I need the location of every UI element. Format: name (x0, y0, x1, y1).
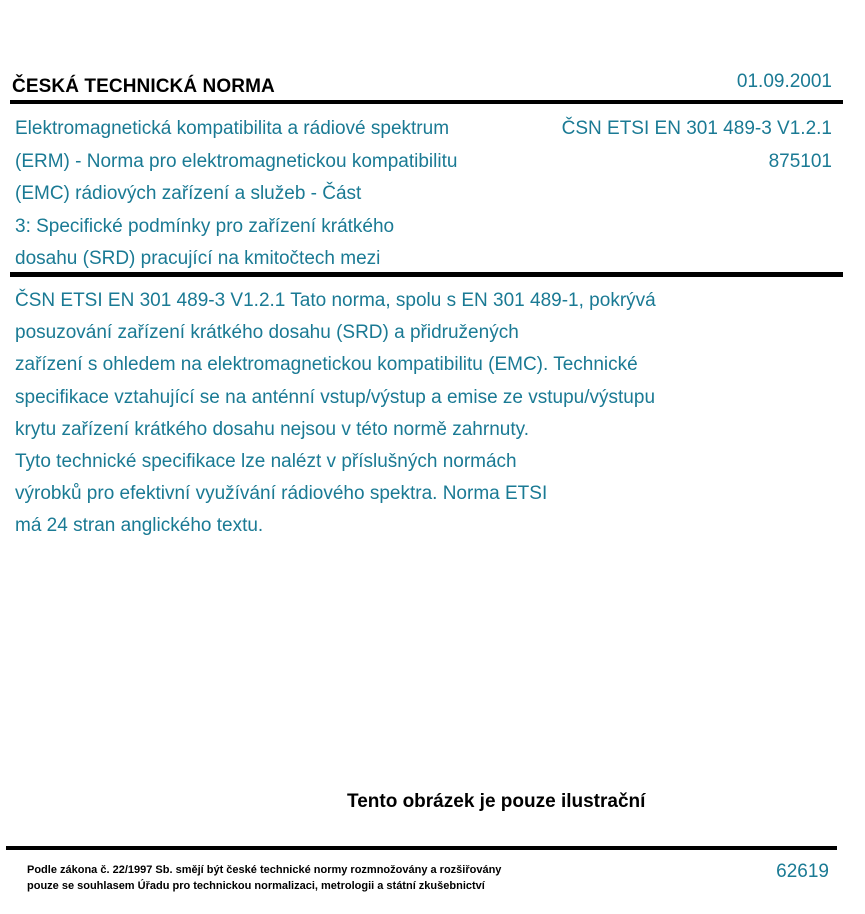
standard-code: ČSN ETSI EN 301 489-3 V1.2.1 (561, 118, 832, 139)
abstract-line: má 24 stran anglického textu. (15, 515, 264, 537)
abstract-line: Tyto technické specifikace lze nalézt v příslušných normách (15, 451, 517, 473)
title-line: 3: Specifické podmínky pro zařízení krátkého (15, 215, 395, 237)
document-heading: ČESKÁ TECHNICKÁ NORMA (12, 76, 275, 97)
title-line: dosahu (SRD) pracující na kmitočtech mezi (15, 248, 381, 269)
illustration-disclaimer: Tento obrázek je pouze ilustrační (347, 791, 646, 812)
bottom-divider (6, 846, 837, 850)
title-line: (EMC) rádiových zařízení a služeb - Část (15, 183, 362, 204)
abstract-line: krytu zařízení krátkého dosahu nejsou v této normě zahrnuty. (15, 418, 529, 440)
abstract-line: ČSN ETSI EN 301 489-3 V1.2.1 Tato norma, spolu s EN 301 489-1, pokrývá (15, 290, 656, 311)
standard-identifier (562, 113, 832, 178)
title-line: Elektromagnetická kompatibilita a rádiové spektrum (15, 118, 450, 139)
abstract-line: posuzování zařízení krátkého dosahu (SRD) a přidružených (15, 322, 519, 344)
title-line: (ERM) - Norma pro elektromagnetickou kompatibilitu (15, 150, 458, 172)
class-number: 875101 (768, 150, 832, 172)
top-divider (10, 100, 843, 104)
publication-date: 01.09.2001 (736, 71, 832, 92)
legal-line: Podle zákona č. 22/1997 Sb. smějí být české technické normy rozmnožovány a rozšiřovány (27, 864, 502, 876)
abstract-line: zařízení s ohledem na elektromagnetickou kompatibilitu (EMC). Technické (15, 354, 638, 376)
legal-notice (27, 862, 501, 894)
legal-line: pouze se souhlasem Úřadu pro technickou normalizaci, metrologii a státní zkušebnictví (27, 880, 485, 892)
document-number: 62619 (776, 861, 829, 882)
abstract-line: výrobků pro efektivní využívání rádiového spektra. Norma ETSI (15, 483, 548, 505)
abstract-text (15, 285, 815, 543)
abstract-line: specifikace vztahující se na anténní vstup/výstup a emise ze vstupu/výstupu (15, 386, 656, 408)
standard-title (15, 113, 525, 276)
middle-divider (10, 272, 843, 277)
